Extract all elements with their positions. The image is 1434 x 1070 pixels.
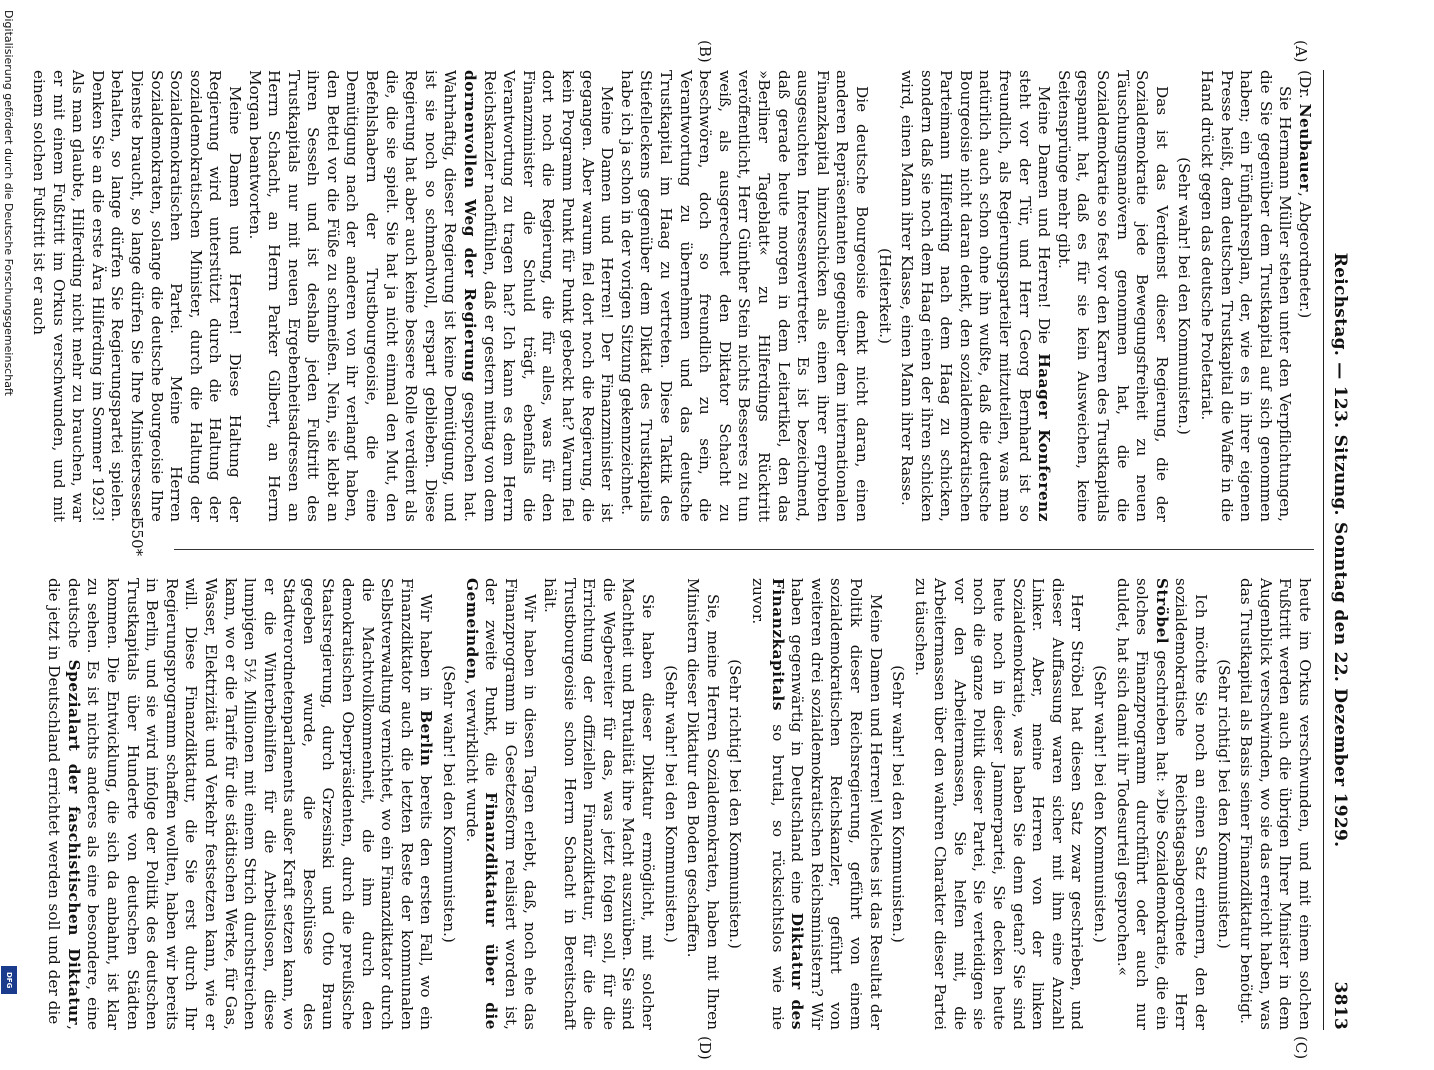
header-rule xyxy=(1323,70,1324,1030)
right-column xyxy=(45,578,1314,1031)
digitization-strip xyxy=(0,0,20,1000)
interjection: (Sehr wahr! bei den Kommunisten.) xyxy=(889,665,908,943)
dfg-logo: DFG xyxy=(1,966,17,994)
paragraph: Meine Damen und Herren! Der Finanzminister ist gegangen. Aber warum fiel dort noch die Regierung, die kein Programm Punkt für Punkt gebeckt hat? Warum fiel dort noch die Regierung, die für alles, was für den Finanzminister die Schuld trägt, ebenfalls die Verantwortung zu tragen hat? Ich kann es dem Herrn Reichskanzler nachfühlen, daß er gestern mittag von dem dornenvollen Weg der Regierung gesprochen hat. Wahrhaftig, dieser Regierung ist keine Demütigung, und ist sie noch so schmachvoll, erspart geblieben. Diese Regierung hat aber auch keine bessere Rolle verdient als die, die sie spielt. Sie hat ja nicht einmal den Mut, den Befehlshabern der Trustbourgeoisie, die eine Demütigung nach der anderen von ihr verlangt haben, den Bettel vor die Füße zu schmeißen. Nein, sie klebt an ihren Sesseln und ist deshalb jeden Fußtritt des Trustkapitals nur mit neuen Ergebenheitsadressen an Herrn Schacht, an Herrn Parker Gilbert, an Herrn Morgan beantworten. xyxy=(245,70,617,522)
interjection: (Sehr richtig! bei den Kommunisten.) xyxy=(726,659,745,949)
interjection: (Sehr wahr! bei den Kommunisten.) xyxy=(661,665,680,943)
paragraph: heute im Orkus verschwunden, und mit einem solchen Fußtritt werden auch die übrigen Ihrer Minister in dem Augenblick verschwinden, wo sie das erreicht haben, was das Trustkapital als Basis seiner Finanzdiktatur benötigt. xyxy=(1237,578,1314,1030)
paragraph: Meine Damen und Herren! Welches ist das Resultat der Politik dieser Reichsregierung, geführt von einem sozialdemokratischen Reichskanzler, geführt von weiteren drei sozialdemokratischen Reichsministern? Wir haben gegenwärtig in Deutschland eine Diktatur des Finanzkapitals so brutal, so rücksichtslos wie nie zuvor. xyxy=(748,578,885,1031)
paragraph: Ich möchte Sie noch an einen Satz erinnern, den der sozialdemokratische Reichstagsabgeordnete Herr Ströbel geschrieben hat: »Die Sozialdemokratie, die ein solches Finanzprogramm durchführt oder auch nur duldet, hat sich damit ihr Todesurteil gesprochen.« xyxy=(1113,578,1211,1030)
margin-mark-d: (D) xyxy=(696,1036,714,1060)
margin-mark-b: (B) xyxy=(696,40,714,63)
paragraph: Herr Ströbel hat diesen Satz zwar geschrieben, und dieser Auffassung waren sicher mit ihm eine Anzahl Linker. Aber, meine Herren von der linken Sozialdemokratie, was haben Sie denn getan? Sie sind heute noch in dieser Jammerpartei, Sie decken heute noch die ganze Politik dieser Partei, Sie verteidigen sie vor den Arbeitermassen, Sie helfen mit, die Arbeitermassen über den wahren Charakter dieser Partei zu täuschen. xyxy=(911,578,1087,1030)
paragraph: Meine Damen und Herren! Die Haager Konferenz steht vor der Tür, und Herr Georg Bernhard ist so freundlich, als Regierungsparteiler mitzuteilen, was man natürlich auch schon ohne ihn wußte, daß die deutsche Bourgeoisie nicht daran denkt, den sozialdemokratischen Parteimann Hilferding nach dem Haag zu schicken, sondern daß sie noch dem Haag einen der ihren schicken wird, einen Mann ihrer Klasse, einen Mann ihrer Rasse. xyxy=(898,70,1054,522)
interjection: (Sehr wahr! bei den Kommunisten.) xyxy=(1091,665,1110,943)
paragraph: Die deutsche Bourgeoisie denkt nicht daran, einen anderen Repräsentanten gegenüber dem internationalen Finanzkapital hinzuschicken als einen ihrer erprobten ausgesuchten Interessenvertreter. Es ist bezeichnend, daß gerade heute morgen in dem Leitartikel, den das »Berliner Tageblatt« zu Hilferdings Rücktritt veröffentlicht, Herr Günther Stein nichts Besseres zu tun weiß, als ausgerechnet den Diktator Schacht zu beschwören, doch so freundlich zu sein, die Verantwortung zu übernehmen und das deutsche Trustkapital im Haag zu vertreten. Diese Taktik des Stiefelleckens gegenüber dem Diktat des Trustkapitals habe ich ja schon in der vorigen Sitzung gekennzeichnet. xyxy=(617,70,871,522)
page-header-title: Reichstag. — 123. Sitzung. Sonntag den 22. Dezember 1929. xyxy=(1330,252,1350,848)
paragraph: Sie Hermann Müller stehen unter den Verpflichtungen, die Sie gegenüber dem Trustkapital auf sich genommen haben; ein Fünfjahresplan, der, wie es in ihrer eigenen Presse heißt, dem deutschen Trustkapital die Waffe in die Hand drückt gegen das deutsche Proletariat. xyxy=(1198,70,1295,522)
paragraph: Meine Damen und Herren! Diese Haltung der Regierung wird unterstützt durch die Haltung der sozialdemokratischen Minister, durch die Haltung der Sozialdemokratischen Partei. Meine Herren Sozialdemokraten, solange die deutsche Bourgeoisie Ihre Dienste braucht, so lange dürfen Sie Ihre Ministersessel behalten, so lange dürfen Sie Regierungspartei spielen. Denken Sie an die erste Ära Hilferding im Sommer 1923! Als man glaubte, Hilferding nicht mehr zu brauchen, war er mit einem Fußtritt im Orkus verschwunden, und mit einem solchen Fußtritt ist er auch xyxy=(30,70,244,522)
paragraph: Wir haben in diesen Tagen erlebt, daß, noch ehe das Finanzprogramm in Gesetzesform realisiert worden ist, der zweite Punkt, die Finanzdiktatur über die Gemeinden, verwirklicht wurde. xyxy=(462,578,540,1030)
left-column xyxy=(30,70,1314,522)
paragraph: (Dr. Neubauer, Abgeordneter.) xyxy=(1296,70,1314,319)
paragraph: Das ist das Verdienst dieser Regierung, die der Sozialdemokratie jede Bewegungsfreiheit zu neuen Täuschungsmanövern genommen hat, die die Sozialdemokratie so fest vor den Karren des Trustkapitals gespannt hat, daß es für sie kein Ausweichen, keine Seitensprünge mehr gibt. xyxy=(1054,70,1171,522)
interjection: (Sehr wahr! bei den Kommunisten.) xyxy=(1175,157,1194,435)
interjection: (Sehr richtig! bei den Kommunisten.) xyxy=(1214,659,1233,949)
scanned-page xyxy=(30,40,1354,1070)
margin-mark-c: (C) xyxy=(1292,1036,1310,1060)
signature-mark: 550* xyxy=(128,520,146,557)
digitization-notice: Digitalisierung gefördert durch die Deutsche Forschungsgemeinschaft xyxy=(2,10,15,396)
page-number: 3813 xyxy=(1330,981,1350,1030)
running-head xyxy=(1326,70,1350,1030)
interjection: (Sehr wahr! bei den Kommunisten.) xyxy=(440,665,459,943)
interjection: (Heiterkeit.) xyxy=(875,248,894,344)
paragraph: Wir haben in Berlin bereits den ersten Fall, wo ein Finanzdiktator auch die letzten Reste der kommunalen Selbstverwaltung vernichtet, wo ein Finanzdiktator durch die Machtvollkommenheit, die ihm durch den demokratischen Oberpräsidenten, durch die preußische Staatsregierung, durch Grzesinski und Otto Braun gegeben wurde, die Beschlüsse des Stadtverordnetenparlaments außer Kraft setzen kann, wo er die Winterbeihilfen für die Arbeitslosen, diese lumpigen 5½ Millionen mit einem Strich durchstreichen kann, wo er die Tarife für die städtischen Werke, für Gas, Wasser, Elektrizität und Verkehr festsetzen kann, wie er will. Diese Finanzdiktatur, die Sie erst durch Ihr Regierungsprogramm schaffen wollten, haben wir bereits in Berlin, und sie wird infolge der Politik des deutschen Trustkapitals über Hunderte von deutschen Städten kommen. Die Entwicklung, die sich da anbahnt, ist klar zu sehen. Es ist nichts anderes als eine besondere, eine deutsche Spezialart der faschistischen Diktatur, die jetzt in Deutschland errichtet werden soll und der die xyxy=(45,578,436,1030)
paragraph: Sie haben dieser Diktatur ermöglicht, mit solcher Machtheit und Brutalität ihre Macht auszuüben. Sie sind die Wegbereiter für das, was jetzt folgen soll, für die Errichtung der offiziellen Finanzdiktatur, für die die Trustbourgeoisie schon Herrn Schacht in Bereitschaft hält. xyxy=(541,578,657,1030)
paragraph: Sie, meine Herren Sozialdemokraten, haben mit Ihren Ministern dieser Diktatur den Boden geschaffen. xyxy=(684,578,722,1030)
column-divider xyxy=(174,549,1314,550)
margin-mark-a: (A) xyxy=(1292,40,1310,63)
